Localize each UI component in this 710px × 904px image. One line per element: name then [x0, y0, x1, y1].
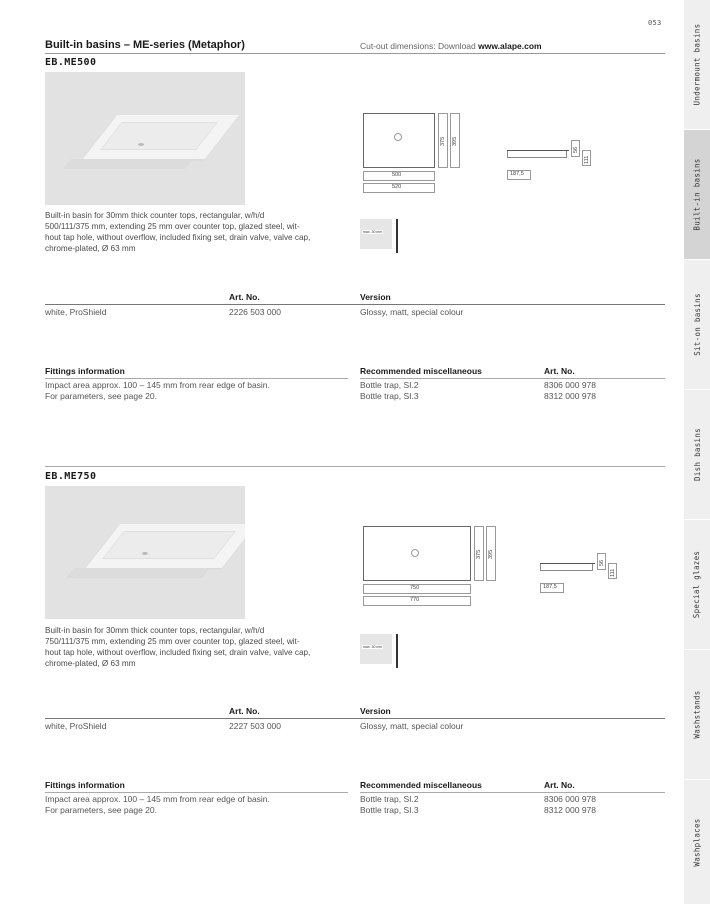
- tab-sit-on-basins[interactable]: Sit-on basins: [692, 293, 702, 356]
- row-version: Glossy, matt, special colour: [360, 721, 464, 731]
- tab-washstands[interactable]: Washstands: [692, 690, 702, 739]
- cutout-prefix: Cut-out dimensions: Download: [360, 41, 479, 51]
- product-code: EB.ME500: [45, 57, 97, 68]
- countertop-detail: max. 30 mm: [360, 634, 402, 664]
- section-divider: [45, 466, 665, 467]
- col-art-no: Art. No.: [229, 292, 260, 302]
- tab-built-in-basins[interactable]: Built-in basins: [684, 130, 710, 259]
- page-title: Built-in basins – ME-series (Metaphor): [45, 39, 245, 51]
- table-rule: [45, 718, 665, 719]
- product-photo: [45, 72, 245, 205]
- technical-drawing-top: 375 395 500 520: [360, 110, 470, 200]
- fittings-text: Impact area approx. 100 – 145 mm from rear edge of basin. For parameters, see page 20.: [45, 380, 270, 401]
- col-art-no: Art. No.: [229, 706, 260, 716]
- fittings-title: Fittings information: [45, 366, 125, 376]
- table-rule: [45, 304, 665, 305]
- misc-art-list: 8306 000 978 8312 000 978: [544, 380, 596, 401]
- row-color: white, ProShield: [45, 721, 107, 731]
- title-rule: [45, 53, 665, 54]
- cutout-link[interactable]: www.alape.com: [478, 41, 542, 51]
- technical-drawing-side: 56 111 187,5: [538, 553, 628, 598]
- product-code: EB.ME750: [45, 471, 97, 482]
- misc-title: Recommended miscellaneous: [360, 366, 482, 376]
- col-version: Version: [360, 292, 391, 302]
- product-photo: [45, 486, 245, 619]
- misc-art-list: 8306 000 978 8312 000 978: [544, 794, 596, 815]
- fittings-text: Impact area approx. 100 – 145 mm from rear edge of basin. For parameters, see page 20.: [45, 794, 270, 815]
- row-art-no: 2226 503 000: [229, 307, 281, 317]
- tab-undermount-basins[interactable]: Undermount basins: [692, 23, 702, 106]
- col-version: Version: [360, 706, 391, 716]
- tab-special-glazes[interactable]: Special glazes: [692, 550, 702, 619]
- misc-title: Recommended miscellaneous: [360, 780, 482, 790]
- misc-list: Bottle trap, SI.2 Bottle trap, SI.3: [360, 794, 419, 815]
- product-description: Built-in basin for 30mm thick counter tops, rectangular, w/h/d 750/111/375 mm, extending 25 mm over counter top, glazed steel, wit- hout tap hole, without overflow, included fixing set, drain valve, valve cap, chrome-plated, Ø 63 mm: [45, 626, 311, 668]
- product-description: Built-in basin for 30mm thick counter tops, rectangular, w/h/d 500/111/375 mm, extending 25 mm over counter top, glazed steel, wit- hout tap hole, without overflow, included fixing set, drain valve, valve cap, chrome-plated, Ø 63 mm: [45, 211, 311, 253]
- tab-washplaces[interactable]: Washplaces: [692, 817, 702, 867]
- fittings-title: Fittings information: [45, 780, 125, 790]
- misc-art-title: Art. No.: [544, 366, 575, 376]
- row-version: Glossy, matt, special colour: [360, 307, 464, 317]
- row-color: white, ProShield: [45, 307, 107, 317]
- cutout-note: [360, 41, 542, 51]
- misc-art-title: Art. No.: [544, 780, 575, 790]
- technical-drawing-top: 375 395 750 770: [360, 523, 500, 613]
- row-art-no: 2227 503 000: [229, 721, 281, 731]
- tab-dish-basins[interactable]: Dish basins: [692, 428, 702, 481]
- technical-drawing-side: 56 111 187,5: [505, 140, 595, 185]
- countertop-detail: max. 30 mm: [360, 219, 402, 249]
- page-number: 053: [648, 19, 662, 27]
- misc-list: Bottle trap, SI.2 Bottle trap, SI.3: [360, 380, 419, 401]
